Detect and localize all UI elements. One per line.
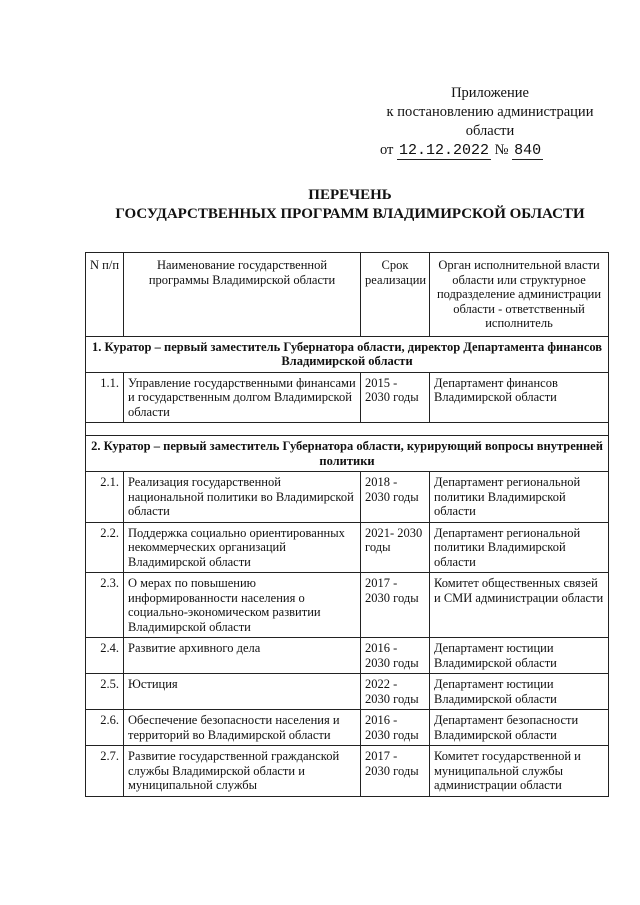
table-row <box>86 710 609 746</box>
table-row <box>86 472 609 523</box>
table-row <box>86 638 609 674</box>
table-row <box>86 522 609 573</box>
row-org: Комитет государственной и муниципальной службы администрации области <box>430 746 609 797</box>
header-term: Срок реализации <box>361 253 430 337</box>
appendix-date-line <box>380 141 620 160</box>
row-name: Развитие государственной гражданской службы Владимирской области и муниципальной службы <box>124 746 361 797</box>
section-row-1 <box>86 336 609 372</box>
appendix-title: Приложение <box>451 85 529 101</box>
appendix-region-line: области <box>465 123 515 139</box>
table-row <box>86 573 609 638</box>
row-org: Департамент юстиции Владимирской области <box>430 674 609 710</box>
row-org: Департамент безопасности Владимирской области <box>430 710 609 746</box>
section-1-label: 1. Куратор – первый заместитель Губернатора области, директор Департамента финансов Владимирской области <box>86 336 609 372</box>
resolution-date: 12.12.2022 <box>399 142 490 159</box>
table-row <box>86 372 609 423</box>
resolution-number: 840 <box>514 142 542 159</box>
table-row <box>86 746 609 797</box>
row-term: 2015 - 2030 годы <box>361 372 430 423</box>
row-org: Департамент юстиции Владимирской области <box>430 638 609 674</box>
appendix-resolution-line: к постановлению администрации <box>386 104 594 120</box>
row-org: Департамент региональной политики Владимирской области <box>430 522 609 573</box>
programs-table <box>85 252 609 797</box>
title-line-2: ГОСУДАРСТВЕННЫХ ПРОГРАММ ВЛАДИМИРСКОЙ ОБЛАСТИ <box>115 206 585 222</box>
appendix-header <box>360 84 620 160</box>
row-name: Обеспечение безопасности населения и территорий во Владимирской области <box>124 710 361 746</box>
number-sign: № <box>494 142 509 158</box>
row-num: 1.1. <box>86 372 124 423</box>
row-org: Департамент финансов Владимирской области <box>430 372 609 423</box>
row-name: Поддержка социально ориентированных некоммерческих организаций Владимирской области <box>124 522 361 573</box>
row-term: 2022 - 2030 годы <box>361 674 430 710</box>
row-org: Департамент региональной политики Владимирской области <box>430 472 609 523</box>
row-num: 2.3. <box>86 573 124 638</box>
row-term: 2016 - 2030 годы <box>361 638 430 674</box>
table-row <box>86 674 609 710</box>
row-name: Управление государственными финансами и государственным долгом Владимирской области <box>124 372 361 423</box>
section-row-2 <box>86 436 609 472</box>
row-name: Юстиция <box>124 674 361 710</box>
row-term: 2016 - 2030 годы <box>361 710 430 746</box>
row-term: 2018 - 2030 годы <box>361 472 430 523</box>
row-org: Комитет общественных связей и СМИ администрации области <box>430 573 609 638</box>
row-term: 2021- 2030 годы <box>361 522 430 573</box>
header-num: N п/п <box>86 253 124 337</box>
row-num: 2.4. <box>86 638 124 674</box>
row-name: О мерах по повышению информированности населения о социально-экономическом развитии Владимирской области <box>124 573 361 638</box>
row-num: 2.7. <box>86 746 124 797</box>
header-org: Орган исполнительной власти области или структурное подразделение администрации области - ответственный исполнитель <box>430 253 609 337</box>
row-term: 2017 - 2030 годы <box>361 573 430 638</box>
section-2-label: 2. Куратор – первый заместитель Губернатора области, курирующий вопросы внутренней политики <box>86 436 609 472</box>
header-name: Наименование государственной программы Владимирской области <box>124 253 361 337</box>
title-line-1: ПЕРЕЧЕНЬ <box>308 187 392 203</box>
row-term: 2017 - 2030 годы <box>361 746 430 797</box>
row-name: Развитие архивного дела <box>124 638 361 674</box>
date-prefix: от <box>380 142 394 158</box>
row-num: 2.6. <box>86 710 124 746</box>
row-num: 2.1. <box>86 472 124 523</box>
document-title <box>60 186 640 224</box>
row-gap <box>86 423 609 436</box>
row-name: Реализация государственной национальной политики во Владимирской области <box>124 472 361 523</box>
row-num: 2.2. <box>86 522 124 573</box>
row-num: 2.5. <box>86 674 124 710</box>
table-header-row <box>86 253 609 337</box>
gap-cell <box>86 423 609 436</box>
